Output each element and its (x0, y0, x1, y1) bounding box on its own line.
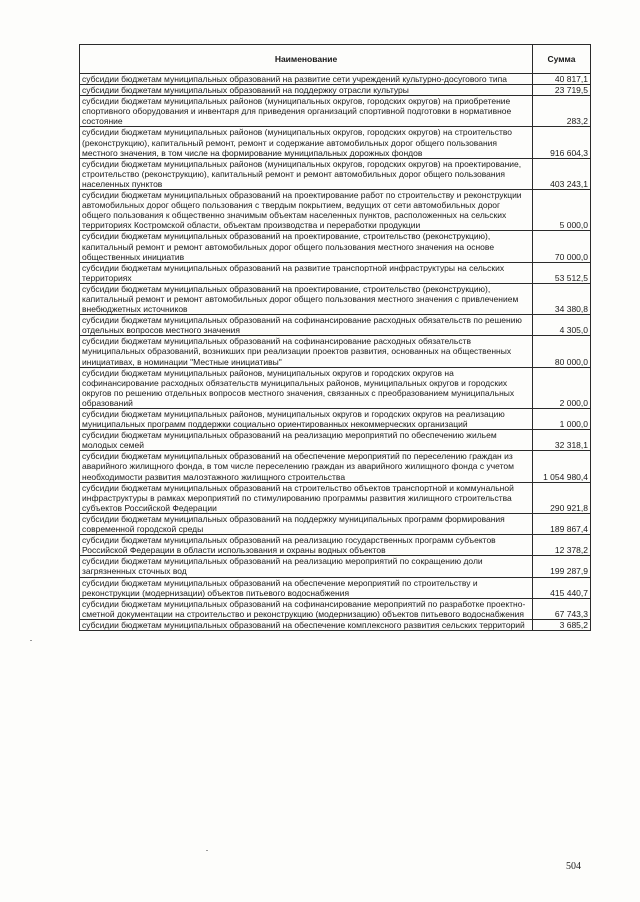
row-sum: 1 054 980,4 (533, 451, 591, 482)
row-name: субсидии бюджетам муниципальных образований на развитие транспортной инфраструктуры на сельских территориях (80, 262, 533, 283)
table-header-row (80, 45, 591, 74)
table-row (80, 598, 591, 619)
row-name: субсидии бюджетам муниципальных образований на реализацию государственных программ субъектов Российской Федерации в области использования и охраны водных объектов (80, 535, 533, 556)
table-row (80, 262, 591, 283)
row-name: субсидии бюджетам муниципальных образований на проектирование работ по строительству и реконструкции автомобильных дорог общего пользования с твердым покрытием, ведущих от сети автомобильных дорог общего пользования к общественно значимым объектам населенных пунктов, расположенных на сельских территориях Костромской области, объектам производства и переработки продукции (80, 190, 533, 231)
table-row (80, 367, 591, 408)
row-name: субсидии бюджетам муниципальных образований на реализацию мероприятий по обеспечению жильем молодых семей (80, 430, 533, 451)
row-name: субсидии бюджетам муниципальных образований на софинансирование мероприятий по разработке проектно-сметной документации на строительство и реконструкцию (модернизацию) объектов питьевого водоснабжения (80, 598, 533, 619)
row-name: субсидии бюджетам муниципальных образований на обеспечение комплексного развития сельских территорий (80, 619, 533, 630)
row-sum: 4 305,0 (533, 315, 591, 336)
table-row (80, 315, 591, 336)
row-name: субсидии бюджетам муниципальных образований на софинансирование расходных обязательств муниципальных образований, возникших при реализации проектов развития, основанных на общественных инициативах, в номинации "Местные инициативы" (80, 336, 533, 367)
row-name: субсидии бюджетам муниципальных районов (муниципальных округов, городских округов) на проектирование, строительство (реконструкцию), капитальный ремонт и ремонт автомобильных дорог общего пользования населенных пунктов (80, 158, 533, 189)
row-sum: 34 380,8 (533, 283, 591, 314)
row-name: субсидии бюджетам муниципальных образований на реализацию мероприятий по сокращению доли загрязненных сточных вод (80, 556, 533, 577)
row-sum: 67 743,3 (533, 598, 591, 619)
row-sum: 916 604,3 (533, 127, 591, 158)
row-name: субсидии бюджетам муниципальных образований на строительство объектов транспортной и коммунальной инфраструктуры в рамках мероприятий по стимулированию программы развития жилищного строительства субъектов Российской Федерации (80, 482, 533, 513)
row-name: субсидии бюджетам муниципальных образований на софинансирование расходных обязательств по решению отдельных вопросов местного значения (80, 315, 533, 336)
row-sum: 12 378,2 (533, 535, 591, 556)
page-number: 504 (566, 861, 581, 872)
table-row (80, 231, 591, 262)
table-row (80, 96, 591, 127)
table-row (80, 127, 591, 158)
row-name: субсидии бюджетам муниципальных районов, муниципальных округов и городских округов на реализацию муниципальных программ поддержки социально ориентированных некоммерческих организаций (80, 409, 533, 430)
row-name: субсидии бюджетам муниципальных районов (муниципальных округов, городских округов) на строительство (реконструкцию), капитальный ремонт, ремонт и содержание автомобильных дорог общего пользования местного значения, в том числе на формирование муниципальных дорожных фондов (80, 127, 533, 158)
table-row (80, 74, 591, 85)
table-row (80, 513, 591, 534)
table-body (80, 74, 591, 631)
table-row (80, 451, 591, 482)
row-sum: 403 243,1 (533, 158, 591, 189)
row-name: субсидии бюджетам муниципальных образований на обеспечение мероприятий по переселению граждан из аварийного жилищного фонда, в том числе переселению граждан из аварийного жилищного фонда с учетом необходимости развития малоэтажного жилищного строительства (80, 451, 533, 482)
scan-mark (206, 850, 208, 851)
table-row (80, 556, 591, 577)
table-row (80, 190, 591, 231)
row-name: субсидии бюджетам муниципальных образований на проектирование, строительство (реконструкцию), капитальный ремонт и ремонт автомобильных дорог общего пользования местного значения с привлечением внебюджетных источников (80, 283, 533, 314)
row-sum: 2 000,0 (533, 367, 591, 408)
row-name: субсидии бюджетам муниципальных образований на поддержку муниципальных программ формирования современной городской среды (80, 513, 533, 534)
document-page (79, 44, 590, 631)
row-sum: 23 719,5 (533, 85, 591, 96)
row-sum: 290 921,8 (533, 482, 591, 513)
table-row (80, 430, 591, 451)
table-row (80, 577, 591, 598)
row-name: субсидии бюджетам муниципальных образований на проектирование, строительство (реконструкцию), капитальный ремонт и ремонт автомобильных дорог общего пользования местного значения на основе общественных инициатив (80, 231, 533, 262)
row-sum: 53 512,5 (533, 262, 591, 283)
row-sum: 189 867,4 (533, 513, 591, 534)
column-header-sum: Сумма (533, 45, 591, 74)
row-sum: 32 318,1 (533, 430, 591, 451)
row-sum: 283,2 (533, 96, 591, 127)
table-row (80, 85, 591, 96)
row-name: субсидии бюджетам муниципальных районов, муниципальных округов и городских округов на софинансирование расходных обязательств муниципальных районов, муниципальных округов и городских округов по решению отдельных вопросов местного значения, связанных с преобразованием муниципальных образований (80, 367, 533, 408)
table-row (80, 619, 591, 630)
table-row (80, 482, 591, 513)
table-row (80, 158, 591, 189)
row-sum: 3 685,2 (533, 619, 591, 630)
table-row (80, 283, 591, 314)
row-sum: 70 000,0 (533, 231, 591, 262)
row-name: субсидии бюджетам муниципальных образований на обеспечение мероприятий по строительству и реконструкции (модернизации) объектов питьевого водоснабжения (80, 577, 533, 598)
row-sum: 80 000,0 (533, 336, 591, 367)
row-sum: 40 817,1 (533, 74, 591, 85)
row-sum: 5 000,0 (533, 190, 591, 231)
table-row (80, 535, 591, 556)
row-sum: 1 000,0 (533, 409, 591, 430)
row-name: субсидии бюджетам муниципальных районов (муниципальных округов, городских округов) на приобретение спортивного оборудования и инвентаря для приведения организаций спортивной подготовки в нормативное состояние (80, 96, 533, 127)
row-sum: 199 287,9 (533, 556, 591, 577)
subsidies-table (79, 44, 591, 631)
table-row (80, 336, 591, 367)
scan-mark (30, 640, 32, 641)
row-name: субсидии бюджетам муниципальных образований на поддержку отрасли культуры (80, 85, 533, 96)
table-row (80, 409, 591, 430)
column-header-name: Наименование (80, 45, 533, 74)
row-sum: 415 440,7 (533, 577, 591, 598)
row-name: субсидии бюджетам муниципальных образований на развитие сети учреждений культурно-досугового типа (80, 74, 533, 85)
